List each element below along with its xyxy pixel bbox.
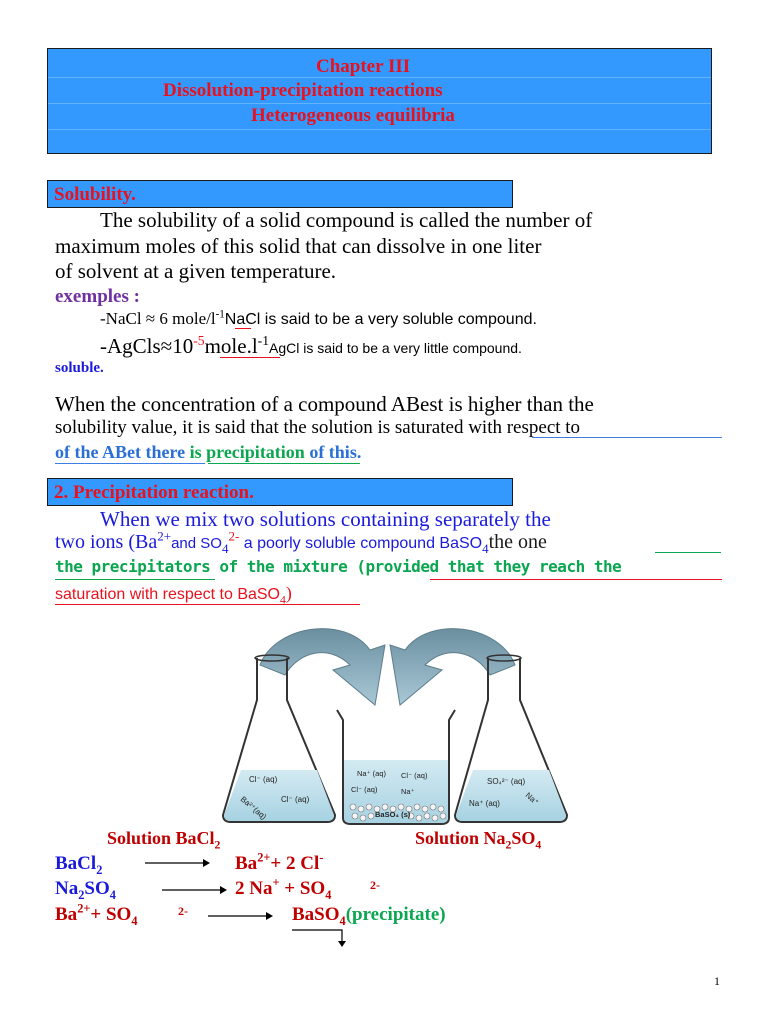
precipitate-down-arrow: [290, 928, 350, 948]
svg-text:Na⁺: Na⁺: [401, 787, 415, 796]
underline-green-3: [55, 579, 215, 580]
underline-red-2: [430, 579, 722, 580]
r2-reactant: $Na_2SO_4$: [55, 878, 116, 902]
svg-text:Cl⁻ (aq): Cl⁻ (aq): [281, 795, 310, 804]
arrow-left-to-beaker: [260, 629, 385, 705]
chapter-title: Chapter III: [316, 56, 411, 77]
underline-green-1: [208, 463, 360, 464]
precip-line3: the precipitators of the mixture (provided that they reach the: [55, 557, 622, 576]
r1-arrow: [145, 858, 210, 868]
underline-red-l: [235, 328, 251, 329]
svg-text:Na⁺: Na⁺: [523, 790, 541, 807]
r2-arrow: [162, 885, 227, 895]
precipitation-figure: [215, 610, 580, 835]
svg-text:Na⁺ (aq): Na⁺ (aq): [469, 799, 500, 808]
concentration-line1: When the concentration of a compound ABest is higher than the: [55, 392, 594, 416]
svg-text:Cl⁻ (aq): Cl⁻ (aq): [351, 785, 378, 794]
svg-text:Cl⁻ (aq): Cl⁻ (aq): [249, 775, 278, 784]
underline-blue-1: [532, 437, 722, 438]
precip-line4: saturation with respect to BaSO$_4$): [55, 583, 292, 607]
underline-blue-2: [55, 463, 205, 464]
flask-bacl2: [223, 655, 335, 822]
examples-label: exemples :: [55, 286, 140, 307]
concentration-line2: solubility value, it is said that the solution is saturated with respect to: [55, 417, 581, 438]
section-solubility-band: [47, 180, 513, 208]
underline-red-mole: [220, 357, 280, 358]
precip-line2: two ions ($Ba^{2+}and$ $SO_4^{2-}$ a poorly soluble compound BaSO$_4$the one: [55, 528, 547, 556]
r1-products: $Ba^{2+}+ 2$ Cl-: [235, 850, 324, 874]
page-number: 1: [714, 974, 720, 988]
chapter-subtitle: Dissolution-precipitation reactions: [163, 80, 443, 101]
beaker-mixture: [337, 710, 455, 824]
example-nacl: -NaCl ≈ 6 mole/$l^{-1}NaCl$ is said to be a very soluble compound.: [100, 308, 537, 328]
concentration-line3: of the ABet there is precipitation of this.: [55, 442, 362, 462]
example-agcl: $-AgCls\approx 10^{-5}mole.l^{-1}AgCl$ is said to be a very little compound.: [100, 333, 522, 358]
underline-green-2: [655, 552, 721, 553]
arrow-right-to-beaker: [390, 629, 515, 705]
precip-line1: When we mix two solutions containing separately the: [100, 507, 551, 531]
r2-charge: 2-: [370, 878, 380, 892]
r2-products: 2 $Na^+ + SO_4$: [235, 875, 332, 902]
r3-reactants: $Ba^{2+}+ SO_4$: [55, 901, 138, 928]
example-agcl-cont: soluble.: [55, 360, 104, 376]
solubility-def-line1: The solubility of a solid compound is called the number of: [100, 208, 593, 232]
r3-product: BaSO$_4$(precipitate): [292, 904, 446, 928]
svg-text:SO₄²⁻ (aq): SO₄²⁻ (aq): [487, 777, 526, 786]
flask-na2so4: [455, 655, 567, 822]
svg-text:BaSO₄ (s): BaSO₄ (s): [375, 810, 411, 819]
svg-text:Cl⁻ (aq): Cl⁻ (aq): [401, 771, 428, 780]
svg-text:Na⁺ (aq): Na⁺ (aq): [357, 769, 386, 778]
section-precipitation-title: 2. Precipitation reaction.: [54, 482, 254, 503]
chapter-subtitle-2: Heterogeneous equilibria: [251, 105, 455, 126]
r3-charge: 2-: [178, 904, 188, 918]
r1-reactant: BaCl$_2$: [55, 853, 103, 877]
svg-text:Ba²⁺(aq): Ba²⁺(aq): [238, 794, 269, 822]
section-precipitation-band: [47, 478, 513, 506]
solubility-def-line2: maximum moles of this solid that can dissolve in one liter: [55, 234, 542, 258]
section-solubility-title: Solubility.: [54, 184, 136, 205]
solubility-def-line3: of solvent at a given temperature.: [55, 259, 337, 283]
r3-arrow: [208, 911, 273, 921]
underline-red-3: [55, 604, 360, 605]
label-solution-na2so4: Solution $Na_2SO_4$: [415, 828, 542, 852]
label-solution-bacl2: Solution BaCl$_2$: [107, 828, 221, 852]
